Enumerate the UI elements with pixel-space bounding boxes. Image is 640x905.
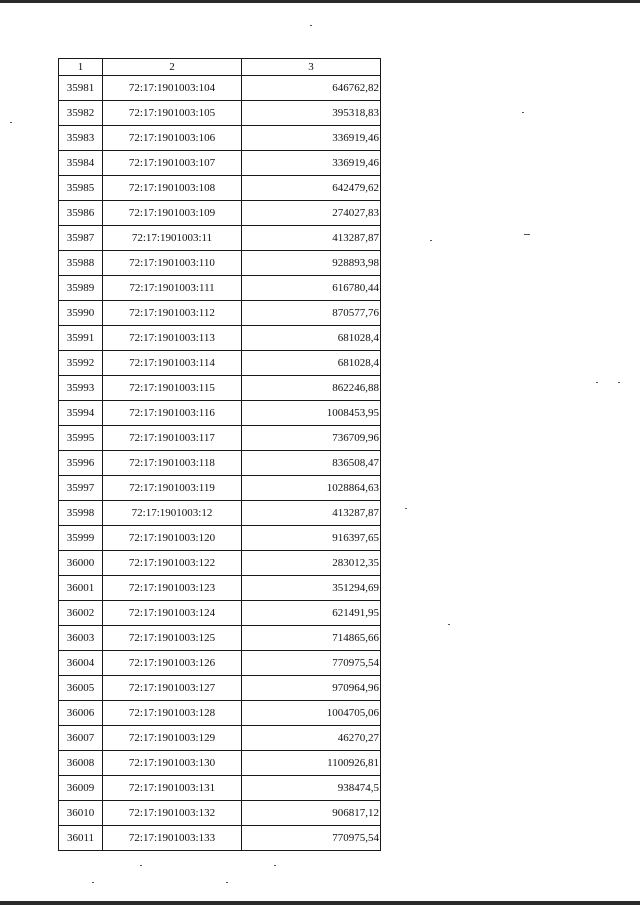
scan-speck bbox=[92, 882, 94, 883]
table-row bbox=[59, 101, 381, 126]
table-row bbox=[59, 476, 381, 501]
table-row bbox=[59, 751, 381, 776]
cadastral-number-cell: 72:17:1901003:125 bbox=[103, 626, 242, 651]
table-row bbox=[59, 351, 381, 376]
table-row bbox=[59, 226, 381, 251]
table-row bbox=[59, 601, 381, 626]
cadastral-number-cell: 72:17:1901003:123 bbox=[103, 576, 242, 601]
cadastral-value-cell: 646762,82 bbox=[242, 76, 381, 101]
scan-speck bbox=[140, 865, 142, 866]
cadastral-value-cell: 714865,66 bbox=[242, 626, 381, 651]
cadastral-value-cell: 413287,87 bbox=[242, 501, 381, 526]
row-number-cell: 35983 bbox=[59, 126, 103, 151]
cadastral-number-cell: 72:17:1901003:116 bbox=[103, 401, 242, 426]
table-row bbox=[59, 776, 381, 801]
row-number-cell: 35982 bbox=[59, 101, 103, 126]
cadastral-value-cell: 413287,87 bbox=[242, 226, 381, 251]
scan-speck bbox=[274, 865, 276, 866]
scan-speck bbox=[430, 240, 432, 241]
cadastral-number-cell: 72:17:1901003:130 bbox=[103, 751, 242, 776]
table-row bbox=[59, 126, 381, 151]
cadastral-value-cell: 642479,62 bbox=[242, 176, 381, 201]
row-number-cell: 35995 bbox=[59, 426, 103, 451]
scan-speck bbox=[522, 112, 524, 113]
table-row bbox=[59, 176, 381, 201]
cadastral-value-cell: 46270,27 bbox=[242, 726, 381, 751]
table-row bbox=[59, 451, 381, 476]
cadastral-value-cell: 1008453,95 bbox=[242, 401, 381, 426]
row-number-cell: 35987 bbox=[59, 226, 103, 251]
cadastral-number-cell: 72:17:1901003:12 bbox=[103, 501, 242, 526]
cadastral-number-cell: 72:17:1901003:106 bbox=[103, 126, 242, 151]
table-row bbox=[59, 301, 381, 326]
cadastral-number-cell: 72:17:1901003:133 bbox=[103, 826, 242, 851]
header-column-1: 1 bbox=[59, 59, 103, 76]
row-number-cell: 35985 bbox=[59, 176, 103, 201]
scan-top-edge bbox=[0, 0, 640, 3]
table-row bbox=[59, 676, 381, 701]
cadastral-number-cell: 72:17:1901003:108 bbox=[103, 176, 242, 201]
cadastral-value-cell: 736709,96 bbox=[242, 426, 381, 451]
cadastral-value-cell: 1028864,63 bbox=[242, 476, 381, 501]
row-number-cell: 36003 bbox=[59, 626, 103, 651]
cadastral-value-cell: 681028,4 bbox=[242, 351, 381, 376]
row-number-cell: 36005 bbox=[59, 676, 103, 701]
cadastral-number-cell: 72:17:1901003:105 bbox=[103, 101, 242, 126]
cadastral-value-cell: 970964,96 bbox=[242, 676, 381, 701]
row-number-cell: 35999 bbox=[59, 526, 103, 551]
row-number-cell: 36010 bbox=[59, 801, 103, 826]
cadastral-number-cell: 72:17:1901003:128 bbox=[103, 701, 242, 726]
cadastral-number-cell: 72:17:1901003:118 bbox=[103, 451, 242, 476]
cadastral-value-cell: 770975,54 bbox=[242, 651, 381, 676]
row-number-cell: 35992 bbox=[59, 351, 103, 376]
table-row bbox=[59, 376, 381, 401]
table-row bbox=[59, 151, 381, 176]
cadastral-number-cell: 72:17:1901003:110 bbox=[103, 251, 242, 276]
scan-speck bbox=[596, 382, 598, 383]
row-number-cell: 35991 bbox=[59, 326, 103, 351]
scan-speck bbox=[310, 25, 312, 26]
cadastral-value-cell: 906817,12 bbox=[242, 801, 381, 826]
table-body bbox=[59, 76, 381, 851]
cadastral-number-cell: 72:17:1901003:112 bbox=[103, 301, 242, 326]
row-number-cell: 36006 bbox=[59, 701, 103, 726]
row-number-cell: 35981 bbox=[59, 76, 103, 101]
row-number-cell: 35998 bbox=[59, 501, 103, 526]
row-number-cell: 36002 bbox=[59, 601, 103, 626]
row-number-cell: 36007 bbox=[59, 726, 103, 751]
table-row bbox=[59, 526, 381, 551]
table-row bbox=[59, 201, 381, 226]
cadastral-number-cell: 72:17:1901003:107 bbox=[103, 151, 242, 176]
cadastral-value-cell: 916397,65 bbox=[242, 526, 381, 551]
table-row bbox=[59, 501, 381, 526]
cadastral-value-cell: 621491,95 bbox=[242, 601, 381, 626]
cadastral-value-cell: 770975,54 bbox=[242, 826, 381, 851]
cadastral-number-cell: 72:17:1901003:126 bbox=[103, 651, 242, 676]
row-number-cell: 35997 bbox=[59, 476, 103, 501]
row-number-cell: 35994 bbox=[59, 401, 103, 426]
cadastral-value-cell: 616780,44 bbox=[242, 276, 381, 301]
scan-speck bbox=[618, 382, 620, 383]
cadastral-number-cell: 72:17:1901003:124 bbox=[103, 601, 242, 626]
table-row bbox=[59, 551, 381, 576]
cadastral-value-cell: 336919,46 bbox=[242, 151, 381, 176]
table-row bbox=[59, 801, 381, 826]
scan-bottom-edge bbox=[0, 901, 640, 905]
cadastral-number-cell: 72:17:1901003:119 bbox=[103, 476, 242, 501]
table-row bbox=[59, 326, 381, 351]
cadastral-value-cell: 283012,35 bbox=[242, 551, 381, 576]
cadastral-value-cell: 274027,83 bbox=[242, 201, 381, 226]
table-row bbox=[59, 276, 381, 301]
scan-speck bbox=[524, 234, 530, 235]
table-row bbox=[59, 576, 381, 601]
cadastral-number-cell: 72:17:1901003:115 bbox=[103, 376, 242, 401]
table-row bbox=[59, 651, 381, 676]
row-number-cell: 35990 bbox=[59, 301, 103, 326]
cadastral-value-cell: 928893,98 bbox=[242, 251, 381, 276]
cadastral-value-cell: 395318,83 bbox=[242, 101, 381, 126]
table-row bbox=[59, 726, 381, 751]
row-number-cell: 35993 bbox=[59, 376, 103, 401]
cadastral-number-cell: 72:17:1901003:122 bbox=[103, 551, 242, 576]
cadastral-value-cell: 1100926,81 bbox=[242, 751, 381, 776]
row-number-cell: 36000 bbox=[59, 551, 103, 576]
cadastral-number-cell: 72:17:1901003:104 bbox=[103, 76, 242, 101]
row-number-cell: 35988 bbox=[59, 251, 103, 276]
cadastral-value-cell: 862246,88 bbox=[242, 376, 381, 401]
row-number-cell: 35996 bbox=[59, 451, 103, 476]
table-row bbox=[59, 626, 381, 651]
table-row bbox=[59, 76, 381, 101]
cadastral-number-cell: 72:17:1901003:113 bbox=[103, 326, 242, 351]
table-row bbox=[59, 251, 381, 276]
cadastral-number-cell: 72:17:1901003:117 bbox=[103, 426, 242, 451]
cadastral-number-cell: 72:17:1901003:132 bbox=[103, 801, 242, 826]
cadastral-number-cell: 72:17:1901003:11 bbox=[103, 226, 242, 251]
cadastral-value-cell: 681028,4 bbox=[242, 326, 381, 351]
table-row bbox=[59, 826, 381, 851]
scan-speck bbox=[10, 122, 12, 123]
table-header-row bbox=[59, 59, 381, 76]
header-column-3: 3 bbox=[242, 59, 381, 76]
table-row bbox=[59, 401, 381, 426]
cadastral-value-cell: 1004705,06 bbox=[242, 701, 381, 726]
table-row bbox=[59, 426, 381, 451]
scan-speck bbox=[448, 624, 450, 625]
cadastral-value-cell: 351294,69 bbox=[242, 576, 381, 601]
row-number-cell: 35986 bbox=[59, 201, 103, 226]
row-number-cell: 36009 bbox=[59, 776, 103, 801]
row-number-cell: 36001 bbox=[59, 576, 103, 601]
table-row bbox=[59, 701, 381, 726]
header-column-2: 2 bbox=[103, 59, 242, 76]
row-number-cell: 36008 bbox=[59, 751, 103, 776]
cadastral-value-cell: 336919,46 bbox=[242, 126, 381, 151]
row-number-cell: 36011 bbox=[59, 826, 103, 851]
row-number-cell: 36004 bbox=[59, 651, 103, 676]
cadastral-number-cell: 72:17:1901003:114 bbox=[103, 351, 242, 376]
cadastral-number-cell: 72:17:1901003:127 bbox=[103, 676, 242, 701]
cadastral-number-cell: 72:17:1901003:129 bbox=[103, 726, 242, 751]
row-number-cell: 35989 bbox=[59, 276, 103, 301]
cadastral-value-cell: 870577,76 bbox=[242, 301, 381, 326]
scan-speck bbox=[405, 508, 407, 509]
cadastral-number-cell: 72:17:1901003:109 bbox=[103, 201, 242, 226]
row-number-cell: 35984 bbox=[59, 151, 103, 176]
cadastral-value-cell: 836508,47 bbox=[242, 451, 381, 476]
scan-speck bbox=[226, 882, 228, 883]
cadastral-value-cell: 938474,5 bbox=[242, 776, 381, 801]
cadastral-value-table bbox=[58, 58, 381, 851]
cadastral-number-cell: 72:17:1901003:131 bbox=[103, 776, 242, 801]
cadastral-number-cell: 72:17:1901003:111 bbox=[103, 276, 242, 301]
cadastral-number-cell: 72:17:1901003:120 bbox=[103, 526, 242, 551]
